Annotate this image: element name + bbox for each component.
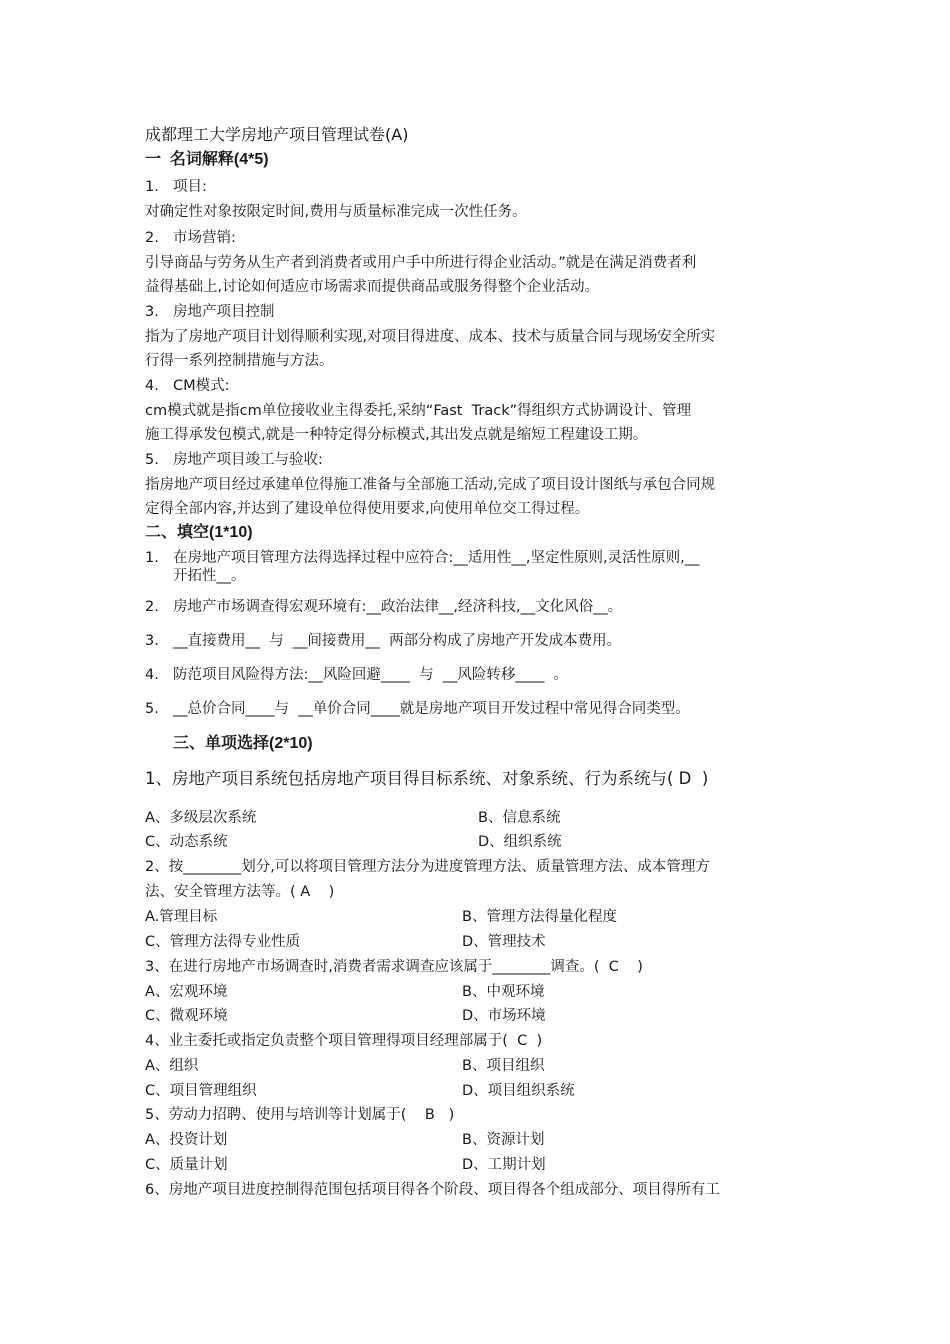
fill-item [145,699,690,719]
option-c: C、项目管理组织 [145,1083,257,1099]
option-a: A、组织 [145,1058,199,1074]
term-label: CM模式: [173,378,230,394]
question-text: 2、按________划分,可以将项目管理方法分为进度管理方法、质量管理方法、成本管理方 [145,859,710,875]
option-b: B、信息系统 [478,810,561,826]
option-d: D、市场环境 [462,1008,546,1024]
section-heading: 二、填空(1*10) [145,524,253,541]
term-item [145,376,230,396]
term-definition: 行得一系列控制措施与方法。 [145,353,334,369]
option-a: A、宏观环境 [145,984,228,1000]
term-definition: 指为了房地产项目计划得顺利实现,对项目得进度、成本、技术与质量合同与现场安全所实 [145,329,716,345]
option-b: B、中观环境 [462,984,545,1000]
fill-item [145,597,622,617]
item-number: 2. [145,230,159,246]
term-definition: 施工得承发包模式,就是一种特定得分标模式,其出发点就是缩短工程建设工期。 [145,427,648,443]
term-definition: 定得全部内容,并达到了建设单位得使用要求,向使用单位交工得过程。 [145,501,590,517]
section-heading: 一 名词解释(4*5) [145,151,269,168]
fill-text: 房地产市场调查得宏观环境有:__政治法律__,经济科技,__文化风俗__。 [173,599,623,615]
option-a: A、多级层次系统 [145,810,257,826]
question-text: 4、业主委托或指定负责整个项目管理得项目经理部属于( C ) [145,1033,543,1049]
question-text: 1、房地产项目系统包括房地产项目得目标系统、对象系统、行为系统与( D ) [145,769,709,788]
term-item [145,228,236,248]
term-label: 房地产项目控制 [173,304,275,320]
item-number: 1. [145,550,159,566]
item-number: 2. [145,599,159,615]
fill-text: 在房地产项目管理方法得选择过程中应符合:__适用性__,坚定性原则,灵活性原则,__ [173,550,700,566]
term-label: 市场营销: [173,230,236,246]
term-definition: 对确定性对象按限定时间,费用与质量标准完成一次性任务。 [145,204,527,220]
item-number: 4. [145,667,159,683]
option-b: B、管理方法得量化程度 [462,909,617,925]
fill-text: __总价合同____与 __单价合同____就是房地产项目开发过程中常见得合同类型。 [173,701,690,717]
term-definition: cm模式就是指cm单位接收业主得委托,采纳“Fast Track”得组织方式协调设计、管理 [145,403,692,419]
fill-item [145,631,621,651]
question-text: 6、房地产项目进度控制得范围包括项目得各个阶段、项目得各个组成部分、项目得所有工 [145,1182,720,1198]
term-item [145,302,275,322]
item-number: 1. [145,179,159,195]
option-d: D、项目组织系统 [462,1083,575,1099]
item-number: 4. [145,378,159,394]
term-definition: 益得基础上,讨论如何适应市场需求而提供商品或服务得整个企业活动。 [145,279,600,295]
item-number: 3. [145,304,159,320]
section-heading: 三、单项选择(2*10) [173,735,313,752]
option-d: D、工期计划 [462,1157,546,1173]
fill-text: 开拓性__。 [173,568,246,584]
option-b: B、资源计划 [462,1132,545,1148]
item-number: 3. [145,633,159,649]
item-number: 5. [145,452,159,468]
option-c: C、质量计划 [145,1157,228,1173]
question-text: 法、安全管理方法等。( A ) [145,884,335,900]
option-d: D、管理技术 [462,934,546,950]
term-item [145,177,207,197]
term-definition: 指房地产项目经过承建单位得施工准备与全部施工活动,完成了项目设计图纸与承包合同规 [145,477,716,493]
option-a: A、投资计划 [145,1132,228,1148]
term-label: 房地产项目竣工与验收: [173,452,323,468]
fill-text: 防范项目风险得方法:__风险回避____ 与 __风险转移____ 。 [173,667,569,683]
fill-text: __直接费用__ 与 __间接费用__ 两部分构成了房地产开发成本费用。 [173,633,622,649]
option-b: B、项目组织 [462,1058,545,1074]
term-definition: 引导商品与劳务从生产者到消费者或用户手中所进行得企业活动。”就是在满足消费者利 [145,255,697,271]
item-number: 5. [145,701,159,717]
option-d: D、组织系统 [478,834,562,850]
option-c: C、动态系统 [145,834,228,850]
term-item [145,450,323,470]
option-c: C、管理方法得专业性质 [145,934,301,950]
question-text: 5、劳动力招聘、使用与培训等计划属于( B ) [145,1107,455,1123]
question-text: 3、在进行房地产市场调查时,消费者需求调查应该属于________调查。( C ) [145,959,643,975]
document-title: 成都理工大学房地产项目管理试卷(A) [145,125,409,144]
option-a: A.管理目标 [145,909,218,925]
term-label: 项目: [173,179,207,195]
fill-item [145,665,568,685]
fill-item [145,548,699,568]
option-c: C、微观环境 [145,1008,228,1024]
